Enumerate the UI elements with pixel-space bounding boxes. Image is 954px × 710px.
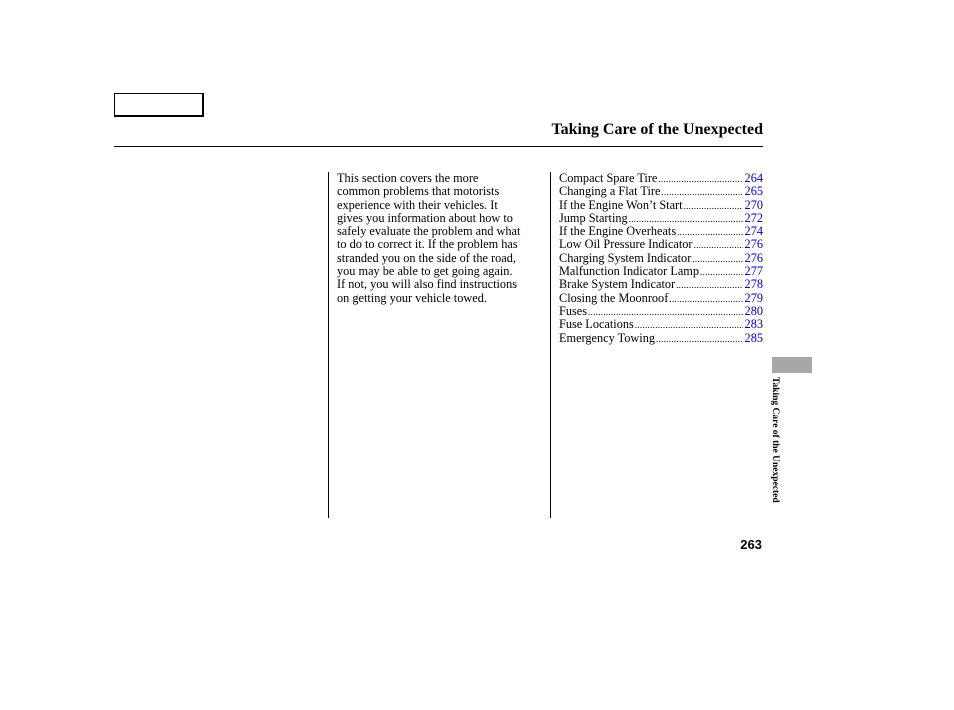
intro-line: If not, you will also find instructions [337, 277, 517, 292]
toc-page-link[interactable]: 280 [744, 303, 763, 318]
header-rule [114, 146, 763, 147]
intro-line: safely evaluate the problem and what [337, 224, 521, 239]
toc-page-link[interactable]: 278 [744, 277, 763, 292]
toc-item-label: Malfunction Indicator Lamp [559, 264, 700, 279]
toc-leader-dots [684, 200, 743, 213]
intro-line: experience with their vehicles. It [337, 197, 498, 212]
intro-line: gives you information about how to [337, 210, 513, 225]
intro-line: you may be able to get going again. [337, 264, 513, 279]
toc-page-link[interactable]: 265 [744, 184, 763, 199]
toc-item-label: Low Oil Pressure Indicator [559, 237, 693, 252]
toc-item-label: Changing a Flat Tire [559, 184, 661, 199]
toc-item[interactable] [559, 212, 763, 225]
toc-item[interactable] [559, 252, 763, 265]
toc-leader-dots [692, 253, 742, 266]
toc-leader-dots [694, 239, 743, 252]
intro-paragraph [337, 172, 547, 305]
toc-item-label: Compact Spare Tire [559, 171, 658, 185]
toc-item-label: Emergency Towing [559, 330, 656, 345]
toc-page-link[interactable]: 277 [744, 264, 763, 279]
table-of-contents [559, 172, 763, 345]
toc-page-link[interactable]: 279 [744, 290, 763, 305]
toc-item[interactable] [559, 278, 763, 291]
column-divider-left [328, 172, 329, 518]
toc-page-link[interactable]: 270 [744, 197, 763, 212]
toc-item-label: Fuse Locations [559, 317, 634, 332]
page-number: 263 [740, 537, 762, 552]
toc-leader-dots [669, 293, 742, 306]
toc-item[interactable] [559, 199, 763, 212]
toc-item[interactable] [559, 305, 763, 318]
column-divider-middle [550, 172, 551, 518]
toc-page-link[interactable]: 264 [744, 171, 763, 185]
intro-line: on getting your vehicle towed. [337, 290, 487, 305]
toc-leader-dots [676, 279, 742, 292]
toc-item-label: If the Engine Overheats [559, 224, 677, 239]
toc-item[interactable] [559, 238, 763, 251]
toc-page-link[interactable]: 283 [744, 317, 763, 332]
page-title: Taking Care of the Unexpected [551, 121, 763, 138]
toc-page-link[interactable]: 272 [744, 210, 763, 225]
toc-item-label: Closing the Moonroof [559, 290, 669, 305]
toc-item-label: Jump Starting [559, 210, 628, 225]
toc-item-label: Fuses [559, 303, 588, 318]
toc-item[interactable] [559, 172, 763, 185]
intro-line: stranded you on the side of the road, [337, 250, 516, 265]
toc-item[interactable] [559, 332, 763, 345]
section-tab-label: Taking Care of the Unexpected [770, 377, 780, 503]
toc-item-label: Brake System Indicator [559, 277, 676, 292]
toc-leader-dots [700, 266, 743, 279]
toc-item[interactable] [559, 318, 763, 331]
toc-item-label: If the Engine Won’t Start [559, 197, 683, 212]
nav-box[interactable] [114, 93, 204, 117]
section-tab[interactable] [772, 357, 812, 373]
intro-line: This section covers the more [337, 171, 479, 185]
toc-item[interactable] [559, 185, 763, 198]
toc-page-link[interactable]: 276 [744, 237, 763, 252]
intro-line: common problems that motorists [337, 184, 500, 199]
toc-item-label: Charging System Indicator [559, 250, 692, 265]
toc-page-link[interactable]: 285 [744, 330, 763, 345]
intro-line: to do to correct it. If the problem has [337, 237, 518, 252]
toc-item[interactable] [559, 292, 763, 305]
toc-leader-dots [658, 173, 742, 186]
toc-item[interactable] [559, 225, 763, 238]
toc-item[interactable] [559, 265, 763, 278]
toc-leader-dots [656, 333, 743, 346]
toc-page-link[interactable]: 274 [744, 224, 763, 239]
toc-page-link[interactable]: 276 [744, 250, 763, 265]
